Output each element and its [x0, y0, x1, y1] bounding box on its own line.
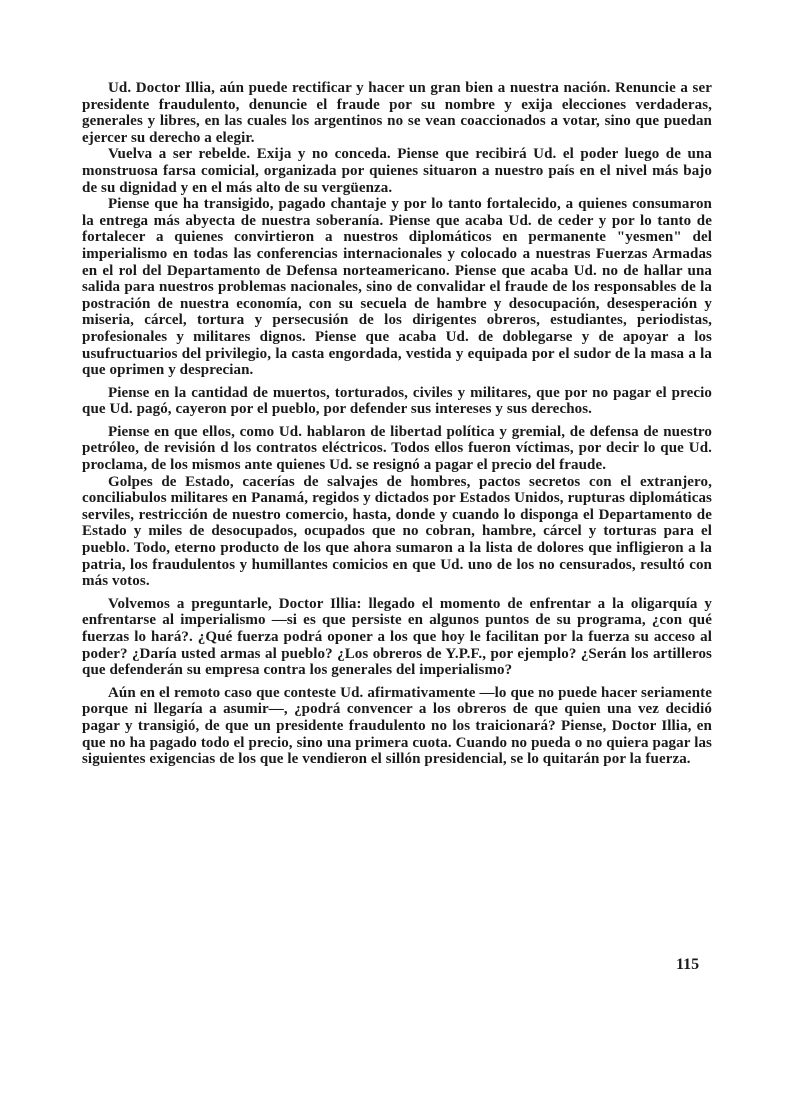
- paragraph-1: Ud. Doctor Illia, aún puede rectificar y hacer un gran bien a nuestra nación. Renuncie a ser presidente fraudulento, denuncie el fraude por su nombre y exija elecciones verdaderas, generales y libres, en las cuales los argentinos no se vean coaccionados a votar, sino que puedan ejercer su derecho a elegir.: [82, 80, 712, 146]
- paragraph-4: Piense en la cantidad de muertos, torturados, civiles y militares, que por no pagar el precio que Ud. pagó, cayeron por el pueblo, por defender sus intereses y sus derechos.: [82, 384, 712, 418]
- paragraph-3: Piense que ha transigido, pagado chantaje y por lo tanto fortalecido, a quienes consumaron la entrega más abyecta de nuestra soberanía. Piense que acaba Ud. de ceder y por lo tanto de fortalecer a quienes convirtieron a nuestros diplomáticos en permanente "yesmen" del imperialismo en todas las conferencias internacionales y colocado a nuestras Fuerzas Armadas en el rol del Departamento de Defensa norteamericano. Piense que acaba Ud. no de hallar una salida para nuestros problemas nacionales, sino de convalidar el fraude de los responsables de la postración de nuestra economía, con su secuela de hambre y desocupación, desesperación y miseria, cárcel, tortura y persecusión de los dirigentes obreros, estudiantes, periodistas, profesionales y militares dignos. Piense que acaba Ud. de doblegarse y de apoyar a los usufructuarios del privilegio, la casta engordada, vestida y equipada por el sudor de la masa a la que oprimen y desprecian.: [82, 196, 712, 379]
- body-text: [82, 80, 712, 768]
- paragraph-8: Aún en el remoto caso que conteste Ud. afirmativamente —lo que no puede hacer seriamente porque ni llegaría a asumir—, ¿podrá convencer a los obreros de que quien una vez decidió pagar y transigió, de que un presidente fraudulento no los traicionará? Piense, Doctor Illia, en que no ha pagado todo el precio, sino una primera cuota. Cuando no pueda o no quiera pagar las siguientes exigencias de los que le vendieron el sillón presidencial, se lo quitarán por la fuerza.: [82, 684, 712, 768]
- paragraph-6: Golpes de Estado, cacerías de salvajes de hombres, pactos secretos con el extranjero, conciliabulos militares en Panamá, regidos y dictados por Estados Unidos, rupturas diplomáticas serviles, restricción de nuestro comercio, hasta, donde y cuando lo disponga el Departamento de Estado y miles de desocupados, ocupados que no cobran, hambre, cárcel y torturas para el pueblo. Todo, eterno producto de los que ahora sumaron a la lista de dolores que infligieron a la patria, los fraudulentos y humillantes comicios en que Ud. uno de los no censurados, resultó con más votos.: [82, 473, 712, 590]
- page-number: 115: [676, 956, 700, 973]
- paragraph-2: Vuelva a ser rebelde. Exija y no conceda. Piense que recibirá Ud. el poder luego de una monstruosa farsa comicial, organizada por quienes situaron a nuestro país en el nivel más bajo de su dignidad y en el más alto de su vergüenza.: [82, 146, 712, 196]
- paragraph-5: Piense en que ellos, como Ud. hablaron de libertad política y gremial, de defensa de nuestro petróleo, de revisión d los contratos eléctricos. Todos ellos fueron víctimas, por decir lo que Ud. proclama, de los mismos ante quienes Ud. se resignó a pagar el precio del fraude.: [82, 423, 712, 474]
- paragraph-7: Volvemos a preguntarle, Doctor Illia: llegado el momento de enfrentar a la oligarquía y enfrentarse al imperialismo —si es que persiste en algunos puntos de su programa, ¿con qué fuerzas lo hará?. ¿Qué fuerza podrá oponer a los que hoy le facilitan por la fuerza su acceso al poder? ¿Daría usted armas al pueblo? ¿Los obreros de Y.P.F., por ejemplo? ¿Serán los artilleros que defenderán su empresa contra los generales del imperialismo?: [82, 595, 712, 679]
